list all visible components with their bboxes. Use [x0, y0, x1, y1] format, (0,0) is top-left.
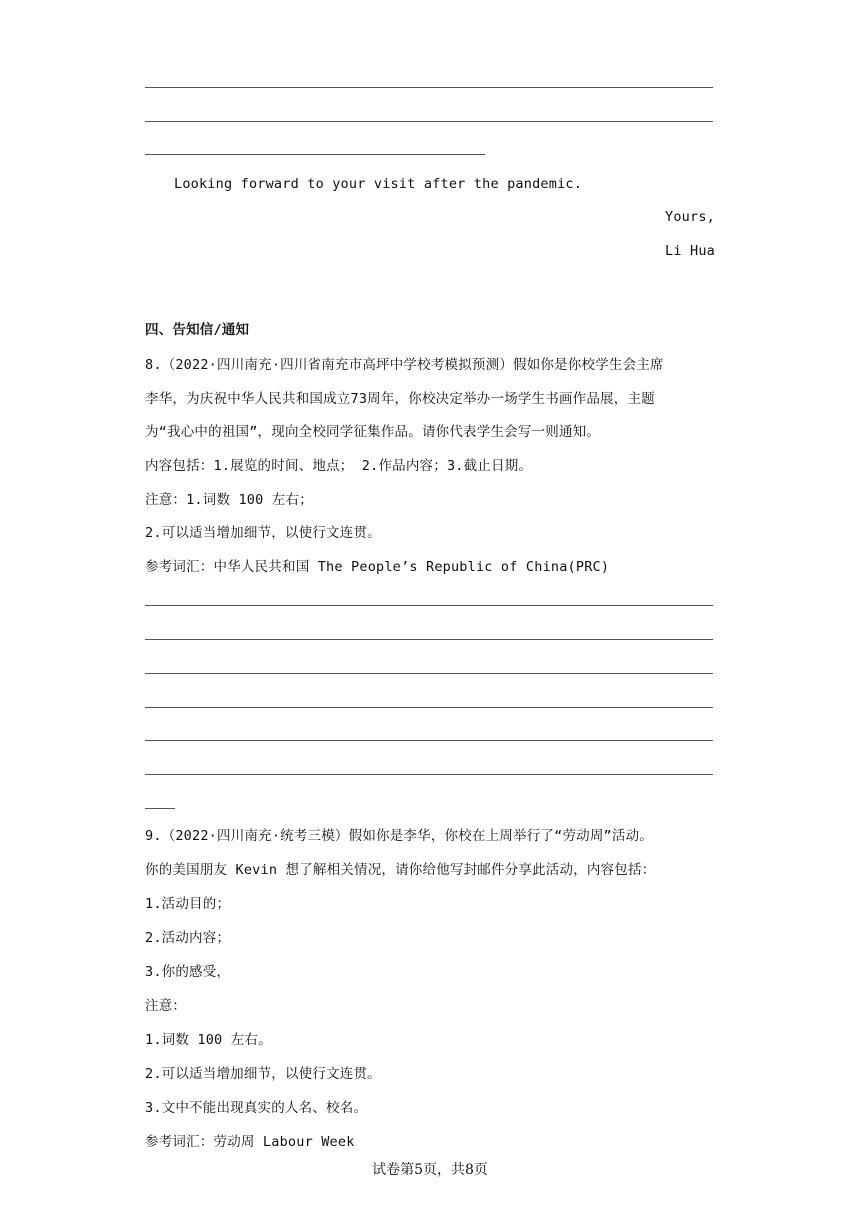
question-9-note-label: 注意：	[145, 998, 187, 1014]
sign-off: Yours,	[665, 209, 715, 225]
answer-line	[145, 639, 713, 640]
answer-line	[145, 740, 713, 741]
question-9-note: 3.文中不能出现真实的人名、校名。	[145, 1100, 368, 1116]
answer-line	[145, 774, 713, 775]
answer-line	[145, 154, 485, 155]
question-9-note: 2.可以适当增加细节，以使行文连贯。	[145, 1066, 381, 1082]
question-9-line: 9.（2022·四川南充·统考三模）假如你是李华，你校在上周举行了“劳动周”活动。	[145, 828, 653, 844]
signature: Li Hua	[665, 243, 715, 259]
answer-line	[145, 87, 713, 88]
answer-line	[145, 808, 175, 809]
section-heading: 四、告知信/通知	[145, 322, 250, 338]
answer-line	[145, 707, 713, 708]
answer-line	[145, 605, 713, 606]
question-9-item: 3.你的感受，	[145, 964, 231, 980]
question-9-line: 你的美国朋友 Kevin 想了解相关情况，请你给他写封邮件分享此活动，内容包括：	[145, 862, 656, 878]
answer-line	[145, 121, 713, 122]
question-9-note: 1.词数 100 左右。	[145, 1032, 272, 1048]
question-9-vocab: 参考词汇：劳动周 Labour Week	[145, 1134, 355, 1150]
question-8-vocab: 参考词汇：中华人民共和国 The People’s Republic of China(PRC)	[145, 559, 610, 575]
closing-line: Looking forward to your visit after the pandemic.	[174, 176, 583, 192]
question-8-line: 李华，为庆祝中华人民共和国成立73周年，你校决定举办一场学生书画作品展，主题	[145, 391, 655, 407]
question-8-note: 注意：1.词数 100 左右；	[145, 492, 313, 508]
page-footer: 试卷第5页，共8页	[372, 1162, 488, 1178]
question-9-item: 2.活动内容；	[145, 930, 231, 946]
question-9-item: 1.活动目的；	[145, 896, 231, 912]
question-8-line: 为“我心中的祖国”，现向全校同学征集作品。请你代表学生会写一则通知。	[145, 424, 601, 440]
question-8-note: 2.可以适当增加细节，以使行文连贯。	[145, 525, 381, 541]
question-8-content: 内容包括：1.展览的时间、地点； 2.作品内容；3.截止日期。	[145, 458, 533, 474]
question-8-line: 8.（2022·四川南充·四川省南充市高坪中学校考模拟预测）假如你是你校学生会主席	[145, 357, 664, 373]
answer-line	[145, 673, 713, 674]
